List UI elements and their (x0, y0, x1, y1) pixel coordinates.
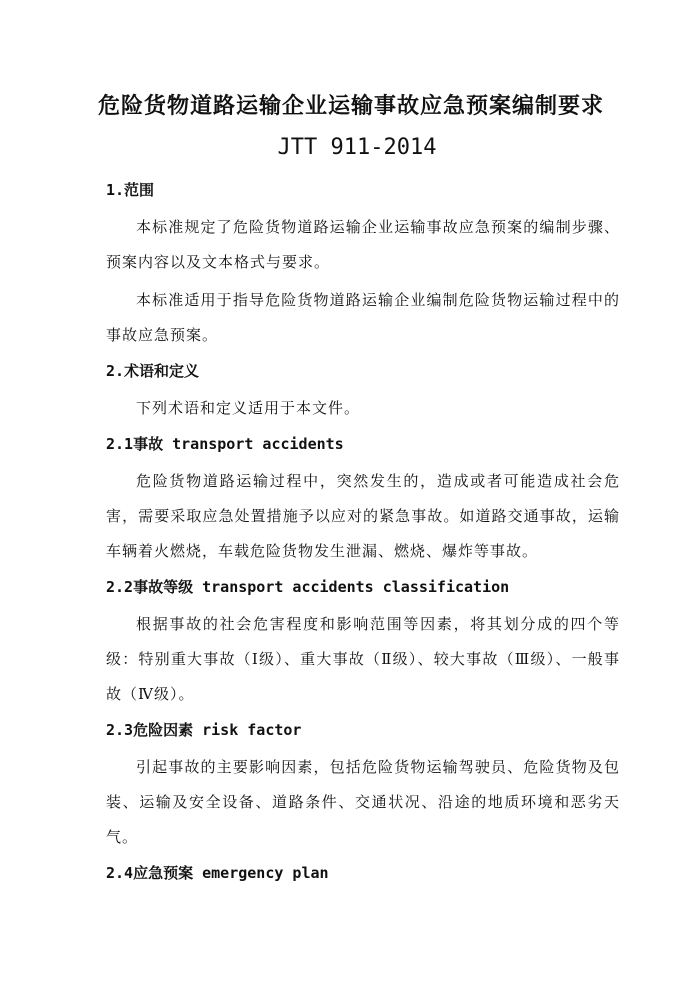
section-heading-scope: 1.范围 (106, 181, 155, 199)
section-heading-emergency-plan: 2.4应急预案 emergency plan (106, 864, 329, 882)
section-heading-risk-factor: 2.3危险因素 risk factor (106, 721, 302, 739)
paragraph: 引起事故的主要影响因素，包括危险货物运输驾驶员、危险货物及包装、运输及安全设备、道路条件、交通状况、沿途的地质环境和恶劣天气。 (106, 758, 620, 846)
paragraph: 本标准规定了危险货物道路运输企业运输事故应急预案的编制步骤、预案内容以及文本格式与要求。 (106, 218, 620, 271)
section-heading-accident-classification: 2.2事故等级 transport accidents classification (106, 578, 510, 596)
paragraph: 危险货物道路运输过程中，突然发生的，造成或者可能造成社会危害，需要采取应急处置措施予以应对的紧急事故。如道路交通事故，运输车辆着火燃烧，车载危险货物发生泄漏、燃烧、爆炸等事故。 (106, 472, 620, 560)
section-heading-accident: 2.1事故 transport accidents (106, 435, 344, 453)
paragraph: 本标准适用于指导危险货物道路运输企业编制危险货物运输过程中的事故应急预案。 (106, 291, 620, 344)
document-title: 危险货物道路运输企业运输事故应急预案编制要求 (97, 93, 604, 119)
paragraph: 根据事故的社会危害程度和影响范围等因素，将其划分成的四个等级：特别重大事故（Ⅰ级）、重大事故（Ⅱ级）、较大事故（Ⅲ级）、一般事故（Ⅳ级）。 (106, 615, 620, 703)
document-subtitle: JTT 911-2014 (277, 135, 437, 160)
paragraph: 下列术语和定义适用于本文件。 (136, 399, 361, 417)
section-heading-terms: 2.术语和定义 (106, 362, 200, 380)
